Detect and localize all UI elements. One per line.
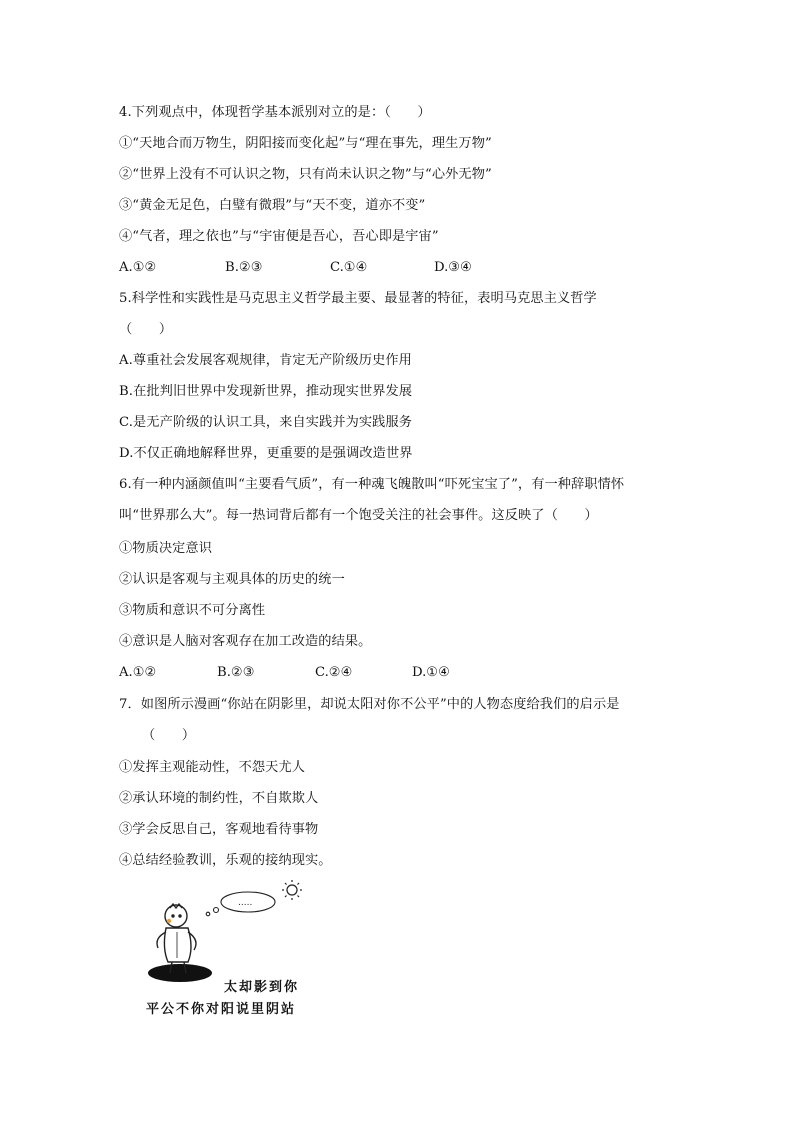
q5-option-c: C.是无产阶级的认识工具，来自实践并为实践服务 (119, 415, 413, 430)
q5-stem: 5.科学性和实践性是马克思主义哲学最主要、最显著的特征，表明马克思主义哲学 (119, 291, 597, 306)
q6-item-2: ②认识是客观与主观具体的历史的统一 (119, 572, 345, 587)
q7-stem: 7．如图所示漫画“你站在阴影里，却说太阳对你不公平”中的人物态度给我们的启示是 (119, 697, 620, 712)
q7-item-2: ②承认环境的制约性，不自欺欺人 (119, 791, 319, 806)
q4-option-b: B.②③ (225, 260, 263, 275)
q4-item-1: ①“天地合而万物生，阴阳接而变化起”与“理在事先，理生万物” (119, 136, 492, 151)
q4-item-4: ④“气者，理之依也”与“宇宙便是吾心，吾心即是宇宙” (119, 229, 439, 244)
q4-item-3: ③“黄金无足色，白璧有微瑕”与“天不变，道亦不变” (119, 198, 426, 213)
cartoon-caption-line-1: 太却影到你 (224, 980, 300, 995)
q6-option-a: A.①② (119, 665, 157, 680)
q7-stem-cont: （ ） (142, 728, 196, 743)
q6-stem-cont: 叫“世界那么大”。每一热词背后都有一个饱受关注的社会事件。这反映了（ ） (119, 508, 598, 523)
shadow-shape (148, 964, 212, 982)
q7-item-1: ①发挥主观能动性，不怨天尤人 (119, 760, 306, 775)
svg-text:.....: ..... (238, 898, 253, 908)
q4-item-2: ②“世界上没有不可认识之物，只有尚未认识之物”与“心外无物” (119, 167, 492, 182)
cartoon-caption-line-2: 平公不你对阳说里阴站 (146, 1002, 297, 1017)
person-figure (157, 904, 196, 973)
q6-option-c: C.②④ (315, 665, 353, 680)
q4-option-c: C.①④ (330, 260, 368, 275)
q4-option-d: D.③④ (434, 260, 472, 275)
q5-option-a: A.尊重社会发展客观规律，肯定无产阶级历史作用 (119, 353, 412, 368)
q6-option-b: B.②③ (217, 665, 255, 680)
q5-option-b: B.在批判旧世界中发现新世界，推动现实世界发展 (119, 384, 413, 399)
q6-item-1: ①物质决定意识 (119, 541, 213, 556)
q6-item-3: ③物质和意识不可分离性 (119, 603, 266, 618)
q7-item-3: ③学会反思自己，客观地看待事物 (119, 822, 319, 837)
sun-icon (282, 880, 302, 900)
q6-option-d: D.①④ (412, 665, 450, 680)
q6-item-4: ④意识是人脑对客观存在加工改造的结果。 (119, 634, 372, 649)
q4-stem: 4.下列观点中，体现哲学基本派别对立的是：（ ） (119, 105, 431, 120)
q5-stem-cont: （ ） (119, 322, 173, 337)
q4-option-a: A.①② (119, 260, 157, 275)
q5-option-d: D.不仅正确地解释世界，更重要的是强调改造世界 (119, 446, 413, 461)
q6-stem: 6.有一种内涵颜值叫“主要看气质”，有一种魂飞魄散叫“吓死宝宝了”，有一种辞职情怀 (119, 477, 625, 492)
q7-item-4: ④总结经验教训，乐观的接纳现实。 (119, 853, 332, 868)
thought-bubble (206, 892, 275, 916)
